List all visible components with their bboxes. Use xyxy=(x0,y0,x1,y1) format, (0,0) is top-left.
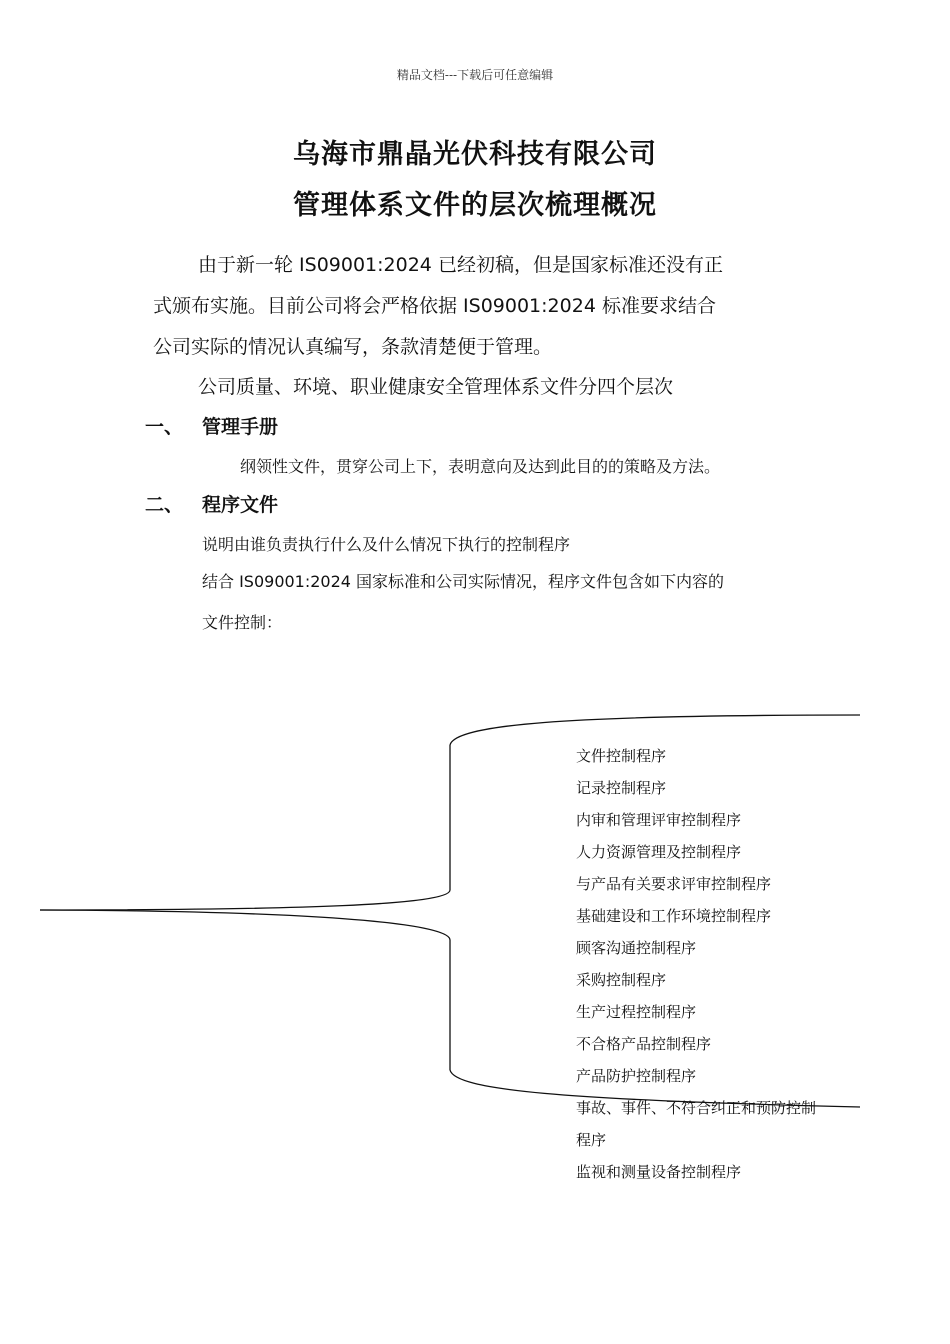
procedure-item: 生产过程控制程序 xyxy=(576,1003,697,1021)
brace-upper-curve xyxy=(450,715,860,745)
section2-heading: 程序文件 xyxy=(202,494,279,516)
intro-line2: 式颁布实施。目前公司将会严格依据 IS09001:2024 标准要求结合 xyxy=(153,295,716,317)
procedure-item: 人力资源管理及控制程序 xyxy=(576,843,742,861)
procedure-item: 内审和管理评审控制程序 xyxy=(576,811,742,829)
procedure-item: 监视和测量设备控制程序 xyxy=(576,1163,742,1181)
section1-description: 纲领性文件，贯穿公司上下，表明意向及达到此目的的策略及方法。 xyxy=(240,457,721,476)
brace-vertical-lower xyxy=(40,910,450,1070)
procedure-item: 不合格产品控制程序 xyxy=(576,1035,712,1053)
page-header: 精品文档---下载后可任意编辑 xyxy=(396,68,554,82)
section2-description-line1: 说明由谁负责执行什么及什么情况下执行的控制程序 xyxy=(202,535,571,554)
section2-description-line2: 结合 IS09001:2024 国家标准和公司实际情况，程序文件包含如下内容的 xyxy=(202,572,725,591)
intro-line1: 由于新一轮 IS09001:2024 已经初稿，但是国家标准还没有正 xyxy=(198,254,723,276)
document-title-line2: 管理体系文件的层次梳理概况 xyxy=(293,190,657,221)
procedure-item: 产品防护控制程序 xyxy=(576,1067,697,1085)
procedure-item: 程序 xyxy=(576,1131,607,1149)
procedure-item: 顾客沟通控制程序 xyxy=(576,939,697,957)
section2-description-line3: 文件控制： xyxy=(202,613,283,632)
section1-heading: 管理手册 xyxy=(202,416,279,438)
section2-number: 二、 xyxy=(145,494,184,516)
procedure-item: 事故、事件、不符合纠正和预防控制 xyxy=(576,1099,817,1117)
document-title-line1: 乌海市鼎晶光伏科技有限公司 xyxy=(293,139,657,170)
intro-line4: 公司质量、环境、职业健康安全管理体系文件分四个层次 xyxy=(198,376,674,398)
section1-number: 一、 xyxy=(145,416,184,438)
intro-line3: 公司实际的情况认真编写，条款清楚便于管理。 xyxy=(153,336,553,358)
procedure-item: 记录控制程序 xyxy=(576,779,667,797)
procedure-item: 基础建设和工作环境控制程序 xyxy=(576,907,772,925)
procedure-item: 与产品有关要求评审控制程序 xyxy=(576,875,772,893)
brace-vertical-upper xyxy=(40,745,450,910)
procedure-item: 文件控制程序 xyxy=(576,747,667,765)
procedure-item: 采购控制程序 xyxy=(576,971,667,989)
